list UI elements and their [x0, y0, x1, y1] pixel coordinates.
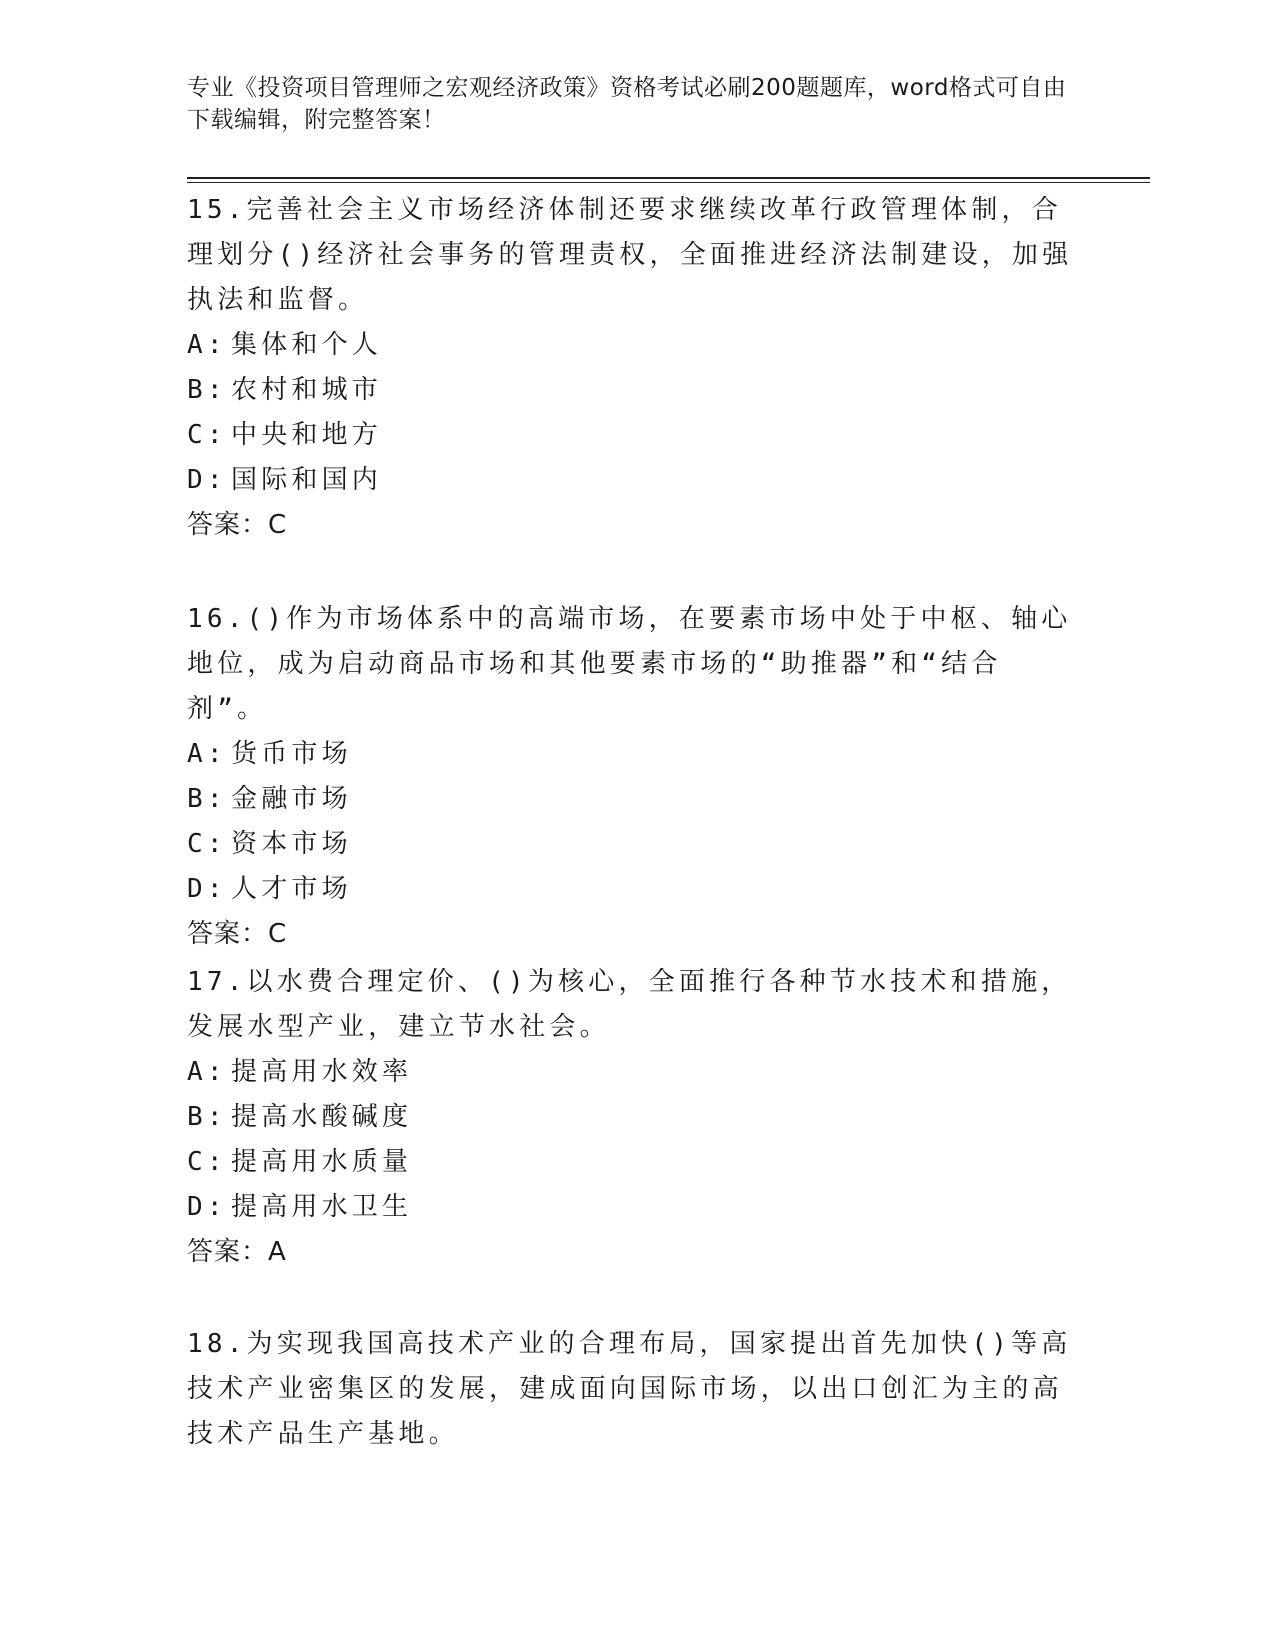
option-key: C:: [187, 829, 227, 859]
answer-line: [187, 503, 1077, 548]
option-key: A:: [187, 330, 227, 360]
answer-value: C: [268, 919, 288, 949]
question-stem: 15.完善社会主义市场经济体制还要求继续改革行政管理体制，合理划分()经济社会事务的管理责权，全面推进经济法制建设，加强执法和监督。: [187, 195, 1073, 315]
option-key: B:: [187, 375, 227, 405]
answer-label: 答案：: [187, 919, 269, 949]
option-text: 国际和国内: [231, 465, 383, 495]
header-divider-thin: [187, 182, 1150, 183]
question-16: [187, 597, 1077, 957]
option-text: 货币市场: [231, 739, 352, 769]
option-a: [187, 1050, 1077, 1095]
question-stem: 17.以水费合理定价、()为核心，全面推行各种节水技术和措施，发展水型产业，建立节水社会。: [187, 967, 1072, 1042]
option-d: [187, 1185, 1077, 1230]
answer-label: 答案：: [187, 1237, 269, 1267]
option-c: [187, 822, 1077, 867]
question-15: [187, 188, 1077, 548]
option-c: [187, 413, 1077, 458]
option-key: A:: [187, 1057, 227, 1087]
question-17: [187, 960, 1077, 1275]
option-text: 集体和个人: [231, 330, 383, 360]
option-text: 资本市场: [231, 829, 352, 859]
option-text: 金融市场: [231, 784, 352, 814]
answer-value: C: [268, 510, 288, 540]
question-stem: 16.()作为市场体系中的高端市场，在要素市场中处于中枢、轴心地位，成为启动商品市场和其他要素市场的“助推器”和“结合剂”。: [187, 604, 1072, 724]
question-stem: 18.为实现我国高技术产业的合理布局，国家提出首先加快()等高技术产业密集区的发展，建成面向国际市场，以出口创汇为主的高技术产品生产基地。: [187, 1329, 1072, 1449]
option-key: A:: [187, 739, 227, 769]
option-text: 中央和地方: [231, 420, 383, 450]
answer-value: A: [268, 1237, 287, 1267]
header-divider-thick: [187, 177, 1150, 179]
option-b: [187, 1095, 1077, 1140]
option-key: D:: [187, 465, 227, 495]
answer-line: [187, 912, 1077, 957]
option-key: B:: [187, 784, 227, 814]
option-text: 提高水酸碱度: [231, 1102, 413, 1132]
option-key: D:: [187, 874, 227, 904]
option-key: C:: [187, 1147, 227, 1177]
question-18: [187, 1322, 1077, 1457]
option-b: [187, 777, 1077, 822]
option-text: 人才市场: [231, 874, 352, 904]
option-key: B:: [187, 1102, 227, 1132]
document-header: 专业《投资项目管理师之宏观经济政策》资格考试必刷200题题库，word格式可自由下载编辑，附完整答案！: [187, 75, 1067, 133]
option-text: 农村和城市: [231, 375, 383, 405]
option-text: 提高用水质量: [231, 1147, 413, 1177]
option-text: 提高用水效率: [231, 1057, 413, 1087]
option-c: [187, 1140, 1077, 1185]
option-a: [187, 732, 1077, 777]
answer-line: [187, 1230, 1077, 1275]
option-key: C:: [187, 420, 227, 450]
option-key: D:: [187, 1192, 227, 1222]
option-d: [187, 867, 1077, 912]
option-b: [187, 368, 1077, 413]
answer-label: 答案：: [187, 510, 269, 540]
option-d: [187, 458, 1077, 503]
option-text: 提高用水卫生: [231, 1192, 413, 1222]
option-a: [187, 323, 1077, 368]
